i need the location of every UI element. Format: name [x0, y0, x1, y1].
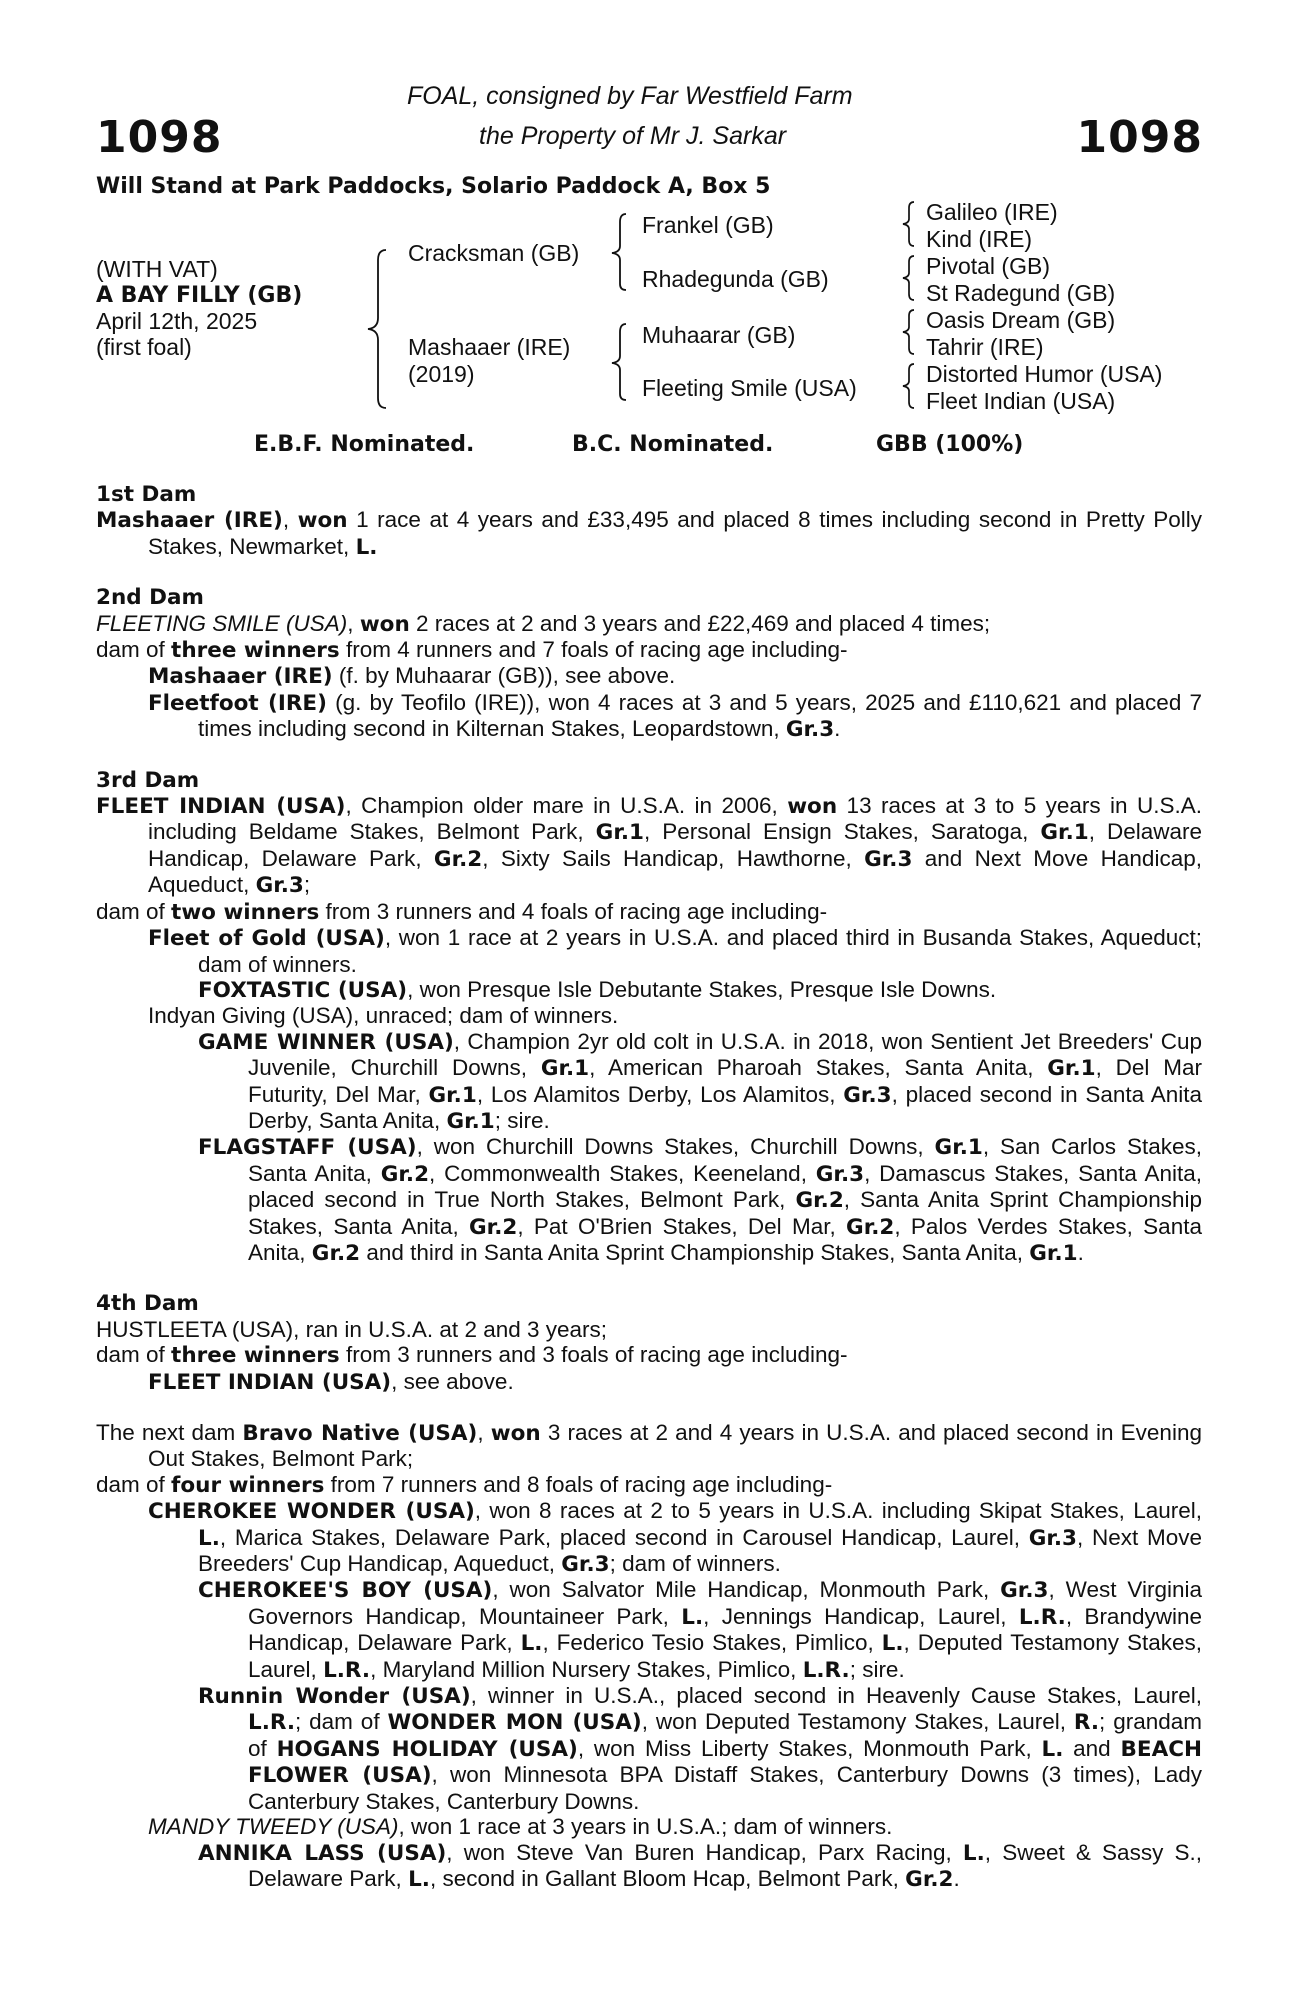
- third-dam-grandfoal-1: FOXTASTIC (USA), won Presque Isle Debutante Stakes, Presque Isle Downs.: [198, 976, 997, 1003]
- grandparent-6: Tahrir (IRE): [926, 334, 1044, 360]
- second-dam-heading: 2nd Dam: [96, 585, 204, 611]
- grandparent-8: Fleet Indian (USA): [926, 388, 1116, 414]
- dam-year: (2019): [408, 361, 475, 387]
- g-brace-2: [900, 254, 920, 302]
- next-dam-grandfoal-2: Runnin Wonder (USA), winner in U.S.A., placed second in Heavenly Cause Stakes, Laurel, L.R.; dam of WONDER MON (USA), won Deputed Testamony Stakes, Laurel, R.; grandam of HOGANS HOLIDAY (USA), won Miss Liberty Stakes, Monmouth Park, L. and BEACH FLOWER (USA), won Minnesota BPA Distaff Stakes, Canterbury Downs (3 times), Lady Canterbury Stakes, Canterbury Downs.: [198, 1683, 1202, 1814]
- fourth-dam-foal-1: FLEET INDIAN (USA), see above.: [148, 1368, 514, 1395]
- next-dam-produce: dam of four winners from 7 runners and 8 foals of racing age including-: [96, 1471, 833, 1498]
- lot-title: A BAY FILLY (GB): [96, 283, 303, 308]
- dam-dam: Fleeting Smile (USA): [642, 375, 857, 401]
- foaling-date: April 12th, 2025: [96, 308, 258, 334]
- sire: Cracksman (GB): [408, 240, 580, 266]
- sire-sire: Frankel (GB): [642, 212, 774, 238]
- sire-dam: Rhadegunda (GB): [642, 266, 829, 292]
- third-dam-heading: 3rd Dam: [96, 767, 200, 793]
- dam-brace: [608, 322, 632, 402]
- stand-location: Will Stand at Park Paddocks, Solario Paddock A, Box 5: [96, 174, 771, 199]
- lot-brace: [364, 248, 392, 410]
- sire-brace: [608, 212, 632, 292]
- g-brace-1: [900, 200, 920, 248]
- third-dam-foal-1: Fleet of Gold (USA), won 1 race at 2 years in U.S.A. and placed third in Busanda Stakes, Aqueduct; dam of winners.: [148, 925, 1202, 977]
- next-dam-foal-2: MANDY TWEEDY (USA), won 1 race at 3 years in U.S.A.; dam of winners.: [148, 1814, 893, 1840]
- next-dam-grandfoal-1: CHEROKEE'S BOY (USA), won Salvator Mile Handicap, Monmouth Park, Gr.3, West Virginia Governors Handicap, Mountaineer Park, L., Jennings Handicap, Laurel, L.R., Brandywine Handicap, Delaware Park, L., Federico Tesio Stakes, Pimlico, L., Deputed Testamony Stakes, Laurel, L.R., Maryland Million Nursery Stakes, Pimlico, L.R.; sire.: [198, 1577, 1202, 1683]
- consignor-line: FOAL, consigned by Far Westfield Farm: [407, 82, 853, 110]
- first-dam-entry: Mashaaer (IRE), won 1 race at 4 years and £33,495 and placed 8 times including second in Pretty Polly Stakes, Newmarket, L.: [96, 507, 1202, 560]
- next-dam-grandfoal-3: ANNIKA LASS (USA), won Steve Van Buren Handicap, Parx Racing, L., Sweet & Sassy S., Delaware Park, L., second in Gallant Bloom Hcap, Belmont Park, Gr.2.: [198, 1839, 1202, 1892]
- third-dam-grandfoal-2: GAME WINNER (USA), Champion 2yr old colt in U.S.A. in 2018, won Sentient Jet Breeders' Cup Juvenile, Churchill Downs, Gr.1, American Pharoah Stakes, Santa Anita, Gr.1, Del Mar Futurity, Del Mar, Gr.1, Los Alamitos Derby, Los Alamitos, Gr.3, placed second in Santa Anita Derby, Santa Anita, Gr.1; sire.: [198, 1028, 1203, 1134]
- foal-note: (first foal): [96, 334, 192, 360]
- third-dam-foal-2: Indyan Giving (USA), unraced; dam of winners.: [148, 1003, 619, 1029]
- second-dam-foal-1: Mashaaer (IRE) (f. by Muhaarar (GB)), see above.: [148, 663, 676, 690]
- third-dam-grandfoal-3: FLAGSTAFF (USA), won Churchill Downs Stakes, Churchill Downs, Gr.1, San Carlos Stakes, Santa Anita, Gr.2, Commonwealth Stakes, Keeneland, Gr.3, Damascus Stakes, Santa Anita, placed second in True North Stakes, Belmont Park, Gr.2, Santa Anita Sprint Championship Stakes, Santa Anita, Gr.2, Pat O'Brien Stakes, Del Mar, Gr.2, Palos Verdes Stakes, Santa Anita, Gr.2 and third in Santa Anita Sprint Championship Stakes, Santa Anita, Gr.1.: [198, 1134, 1203, 1266]
- grandparent-3: Pivotal (GB): [926, 253, 1050, 279]
- ebf-nominated: E.B.F. Nominated.: [254, 432, 475, 457]
- first-dam-heading: 1st Dam: [96, 482, 197, 507]
- third-dam-produce: dam of two winners from 3 runners and 4 foals of racing age including-: [96, 898, 828, 925]
- next-dam-entry: The next dam Bravo Native (USA), won 3 races at 2 and 4 years in U.S.A. and placed second in Evening Out Stakes, Belmont Park;: [96, 1420, 1202, 1472]
- next-dam-foal-1: CHEROKEE WONDER (USA), won 8 races at 2 to 5 years in U.S.A. including Skipat Stakes, Laurel, L., Marica Stakes, Delaware Park, placed second in Carousel Handicap, Laurel, Gr.3, Next Move Breeders' Cup Handicap, Aqueduct, Gr.3; dam of winners.: [148, 1498, 1202, 1578]
- second-dam-foal-2: Fleetfoot (IRE) (g. by Teofilo (IRE)), won 4 races at 3 and 5 years, 2025 and £110,621 and placed 7 times including second in Kilternan Stakes, Leopardstown, Gr.3.: [148, 689, 1202, 743]
- second-dam-entry: FLEETING SMILE (USA), won 2 races at 2 and 3 years and £22,469 and placed 4 times;: [96, 610, 991, 637]
- gbb-rating: GBB (100%): [876, 432, 1024, 457]
- property-line: the Property of Mr J. Sarkar: [479, 122, 787, 150]
- fourth-dam-entry: HUSTLEETA (USA), ran in U.S.A. at 2 and 3 years;: [96, 1316, 608, 1342]
- grandparent-7: Distorted Humor (USA): [926, 361, 1163, 387]
- lot-number-left: 1098: [96, 112, 223, 163]
- third-dam-entry: FLEET INDIAN (USA), Champion older mare in U.S.A. in 2006, won 13 races at 3 to 5 years in U.S.A. including Beldame Stakes, Belmont Park, Gr.1, Personal Ensign Stakes, Saratoga, Gr.1, Delaware Handicap, Delaware Park, Gr.2, Sixty Sails Handicap, Hawthorne, Gr.3 and Next Move Handicap, Aqueduct, Gr.3;: [96, 793, 1203, 899]
- second-dam-produce: dam of three winners from 4 runners and 7 foals of racing age including-: [96, 637, 848, 664]
- grandparent-1: Galileo (IRE): [926, 199, 1058, 225]
- dam: Mashaaer (IRE): [408, 334, 571, 360]
- g-brace-4: [900, 362, 920, 410]
- grandparent-2: Kind (IRE): [926, 226, 1033, 252]
- grandparent-5: Oasis Dream (GB): [926, 307, 1116, 333]
- catalogue-body: [96, 482, 1202, 1892]
- fourth-dam-produce: dam of three winners from 3 runners and 3 foals of racing age including-: [96, 1342, 848, 1369]
- bc-nominated: B.C. Nominated.: [572, 432, 774, 457]
- lot-number-right: 1098: [1076, 112, 1203, 163]
- fourth-dam-heading: 4th Dam: [96, 1291, 199, 1317]
- dam-sire: Muhaarar (GB): [642, 322, 796, 348]
- grandparent-4: St Radegund (GB): [926, 280, 1116, 306]
- vat-note: (WITH VAT): [96, 256, 218, 282]
- g-brace-3: [900, 308, 920, 356]
